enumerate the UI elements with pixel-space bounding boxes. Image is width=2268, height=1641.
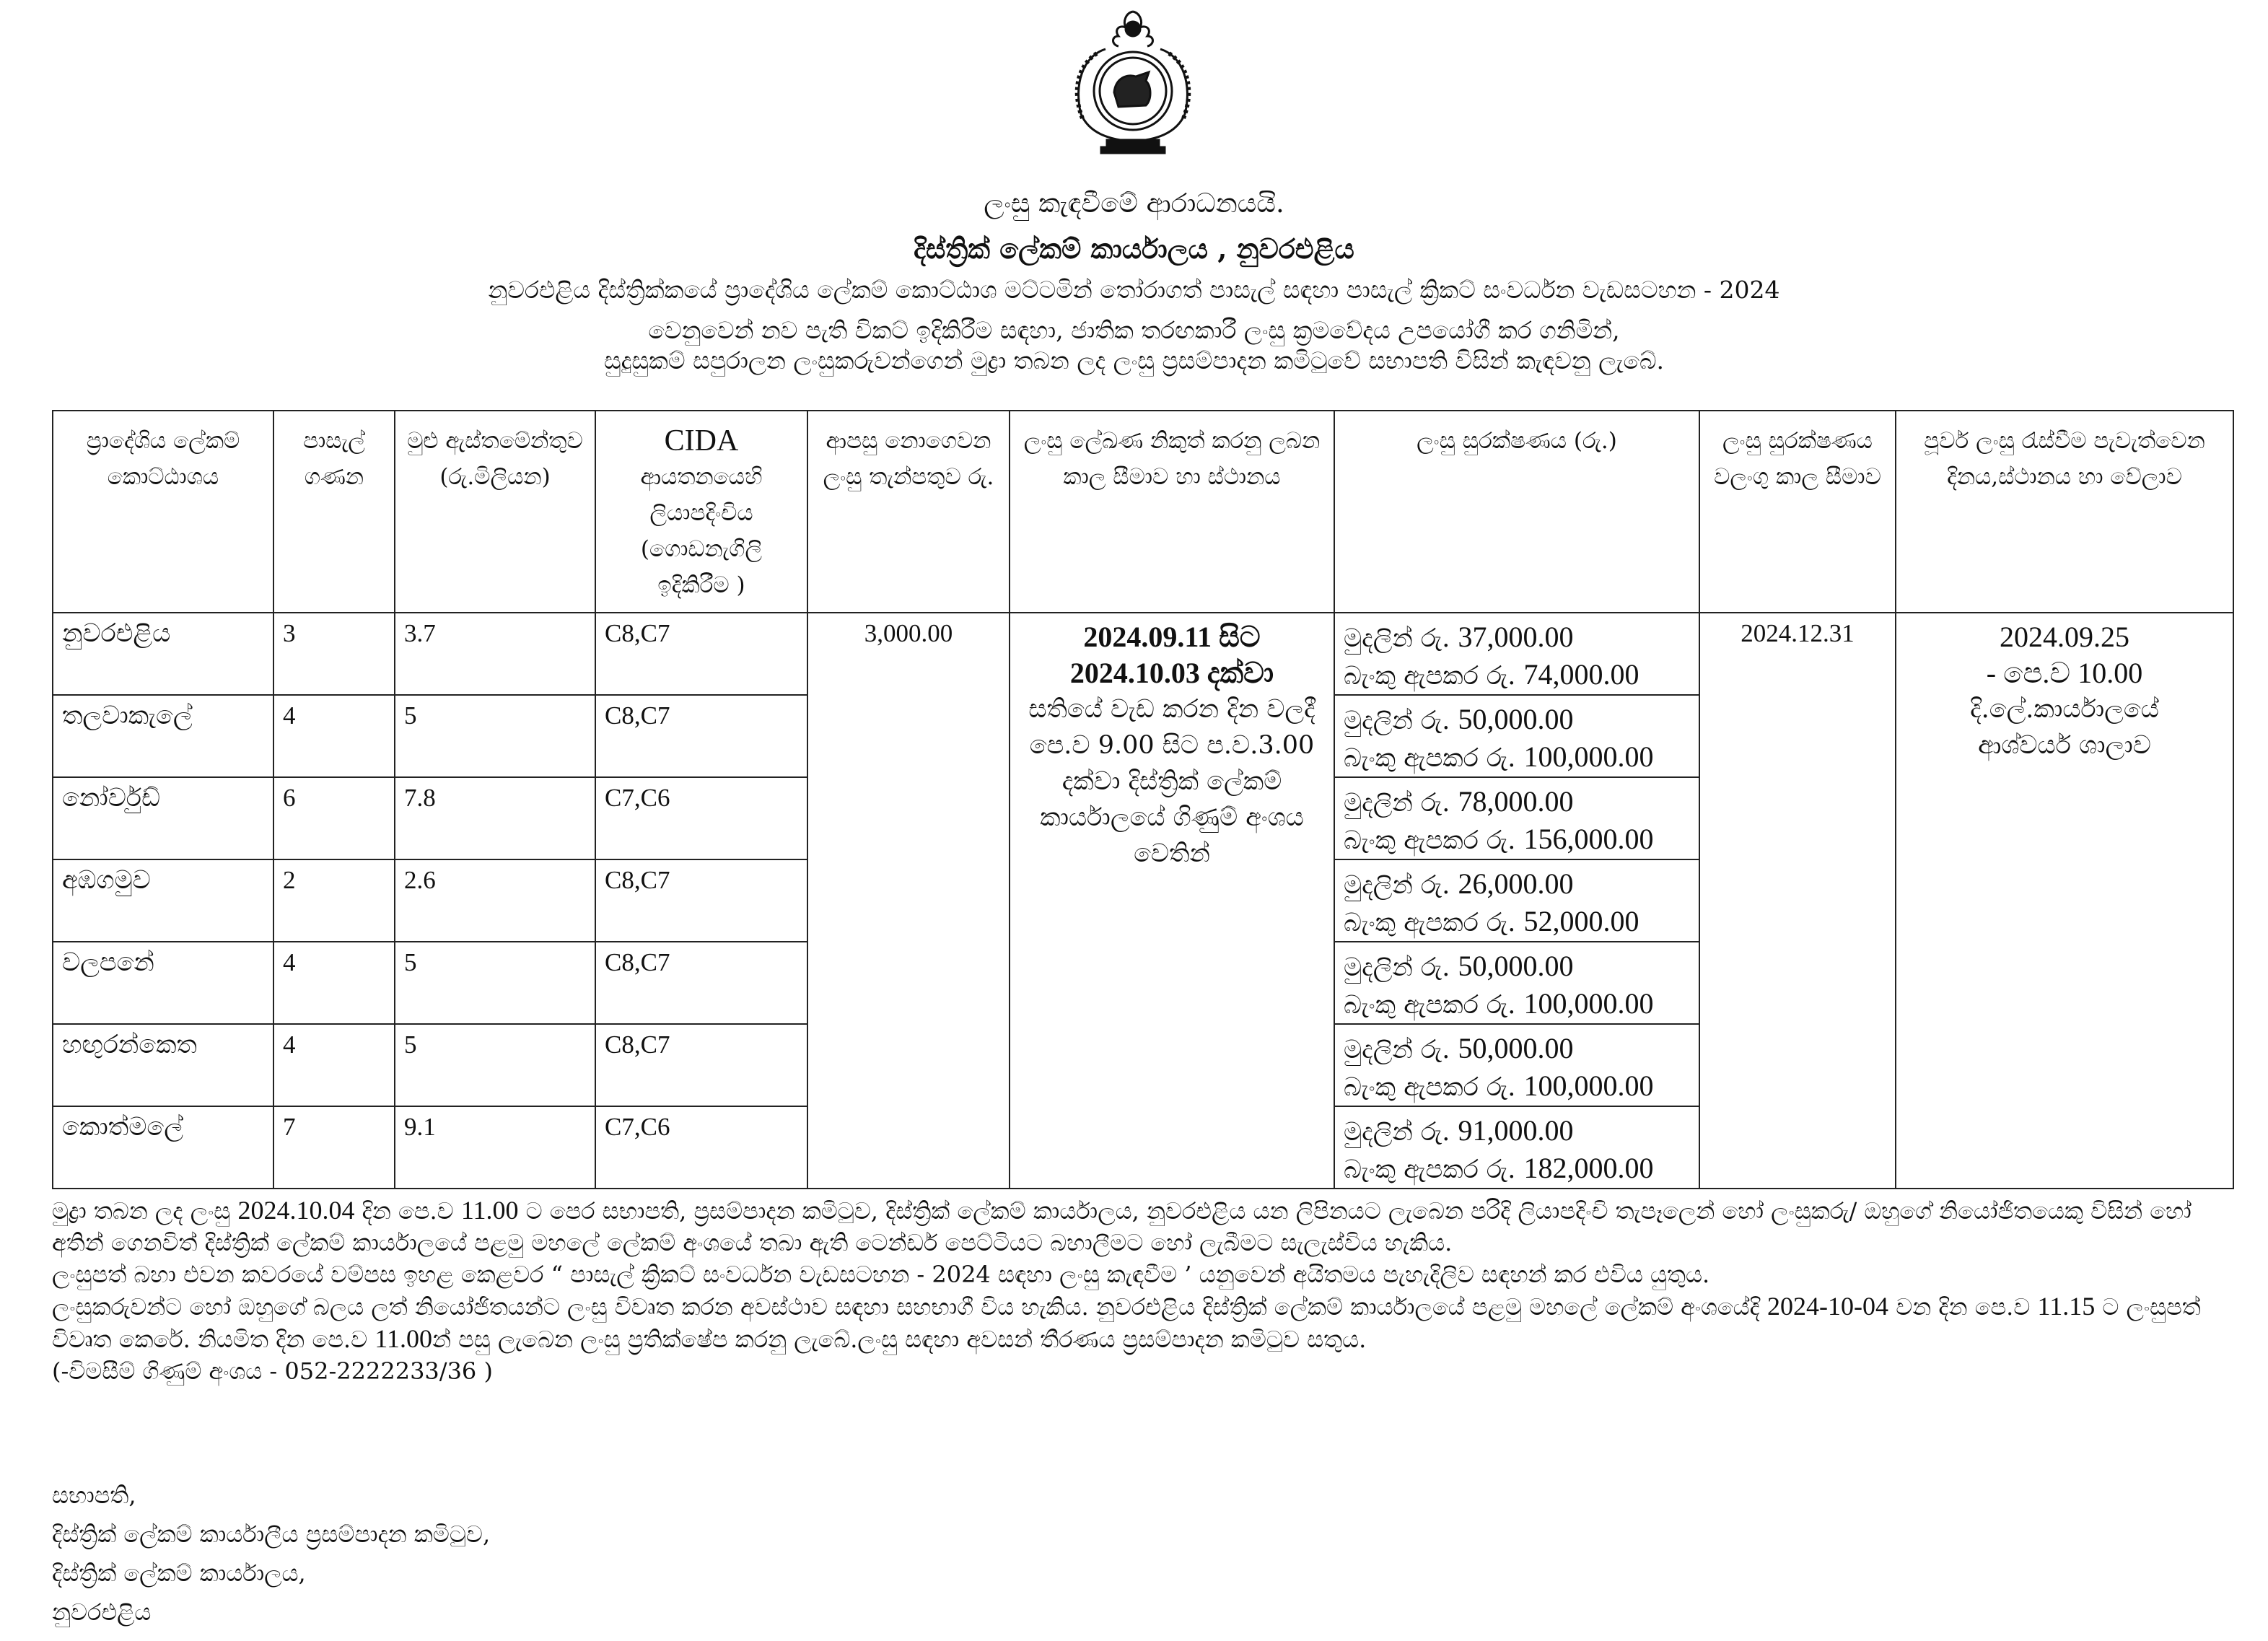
validity-cell: 2024.12.31 bbox=[1699, 613, 1896, 1189]
p3-text-d: න් පසු ලැබෙන ලංසු ප්‍රතික්ෂේප කරනු ලැබේ.ලංසු සඳහා අවසන් තීරණය ප්‍රසම්පාදන කමිටුව සතුය. bbox=[432, 1326, 1367, 1353]
security-cell bbox=[1334, 613, 1699, 695]
paragraph-submission bbox=[52, 1194, 2210, 1259]
cash-label: මුදලින් රු. bbox=[1344, 953, 1450, 982]
bank-label: බැංකු ඇපකර රු. bbox=[1344, 1073, 1516, 1102]
signature-line-1: සභාපති, bbox=[52, 1482, 136, 1509]
security-cell bbox=[1334, 1024, 1699, 1106]
security-cell bbox=[1334, 695, 1699, 777]
cida-cell: C8,C7 bbox=[595, 695, 807, 777]
bank-label: බැංකු ඇපකර රු. bbox=[1344, 826, 1516, 855]
issue-to: 2024.10.03 දක්වා bbox=[1069, 657, 1274, 689]
cash-amount: 78,000.00 bbox=[1458, 785, 1574, 818]
header-security: ලංසු සුරක්ෂණය (රු.) bbox=[1334, 411, 1699, 613]
header-cida-sub: ආයතනයෙහි ලියාපදිංචිය bbox=[640, 464, 763, 526]
header-division: ප්‍රාදේශිය ලේකම් කොට්ඨාශය bbox=[53, 411, 273, 613]
estimate-cell: 2.6 bbox=[395, 859, 595, 942]
opening-time-text: 11.15 bbox=[2037, 1292, 2096, 1321]
table-header-row bbox=[53, 411, 2233, 613]
header-issue-period: ලංසු ලේඛණ නිකුත් කරනු ලබන කාල සීමාව හා ස්ථානය bbox=[1010, 411, 1334, 613]
security-cell bbox=[1334, 859, 1699, 942]
estimate-cell: 9.1 bbox=[395, 1106, 595, 1189]
bank-label: බැංකු ඇපකර රු. bbox=[1344, 991, 1516, 1020]
bank-amount: 100,000.00 bbox=[1523, 1069, 1654, 1102]
notice-body bbox=[52, 1194, 2210, 1387]
bank-label: බැංකු ඇපකර රු. bbox=[1344, 909, 1516, 937]
cash-amount: 50,000.00 bbox=[1458, 950, 1574, 982]
header-opening: පූර්ව ලංසු රැස්වීම පැවැත්වෙන දිනය,ස්ථානය හා වේලාව bbox=[1896, 411, 2233, 613]
estimate-cell: 3.7 bbox=[395, 613, 595, 695]
estimate-cell: 7.8 bbox=[395, 777, 595, 859]
p1-text-c: ට පෙර සභාපති, ප්‍රසම්පාදන කමිටුව, දිස්ත්‍රික් ලේකම් කාර්යාලය, නුවරඑළිය යන ලිපිනයට ලැබෙන පරිදි ලියාපදිංචි තැපෑලෙන් හෝ ලංසුකරු/ ඔහුගේ නියෝජිතයෙකු විසින් හෝ අතින් ගෙනවිත් දිස්ත්‍රික් ලේකම් කාර්යාලයේ පළමු මහලේ ලේකම් අංශයේ තබා ඇති ටෙන්ඩර් පෙට්ටියට බහාලීමට හෝ ලැබීමට සැලැස්විය හැකිය. bbox=[52, 1197, 2192, 1256]
closing-time-text: 11.00 bbox=[375, 1324, 432, 1353]
header-cida-paren: (ගොඩනැගිලි ඉදිකිරීම ) bbox=[640, 536, 763, 598]
signature-line-2: දිස්ත්‍රික් ලේකම් කාර්යාලීය ප්‍රසම්පාදන කමිටුව, bbox=[52, 1520, 491, 1548]
security-bank bbox=[1344, 1068, 1690, 1106]
notice-subtitle-line1: නුවරඑළිය දිස්ත්‍රික්කයේ ප්‍රාදේශිය ලේකම් කොට්ඨාශ මට්ටමින් තෝරාගත් පාසැල් සඳහා පාසැල් ක්‍රිකට් සංවර්ධන වැඩසටහන - 2024 bbox=[488, 276, 1780, 304]
notice-subtitle-line2: වෙනුවෙන් නව පැති විකට් ඉදිකිරීම සඳහා, ජාතික තරඟකාරී ලංසු ක්‍රමවේදය උපයෝගී කර ගනිමින්, bbox=[648, 316, 1620, 344]
issue-period-cell bbox=[1010, 613, 1334, 1189]
cida-cell: C7,C6 bbox=[595, 777, 807, 859]
cash-amount: 26,000.00 bbox=[1458, 867, 1574, 900]
p3-text-a: ලංසුකරුවන්ට හෝ ඔහුගේ බලය ලත් නියෝජිතයන්ට ලංසු විවෘත කරන අවස්ථාව සඳහා සහභාගී විය හැකිය. නුවරඑළිය දිස්ත්‍රික් ලේකම් කාර්යාලයේ පළමු මහලේ ලේකම් අංශයේදි bbox=[52, 1293, 1760, 1321]
notice-subtitle-line3: සුදුසුකම් සපුරාලන ලංසුකරුවන්ගෙන් මුද්‍රා තබන ලද ලංසු ප්‍රසම්පාදන කමිටුවේ සභාපති විසින් කැඳවනු ලැබේ. bbox=[603, 346, 1665, 375]
security-cash bbox=[1344, 866, 1690, 903]
bank-amount: 100,000.00 bbox=[1523, 987, 1654, 1020]
signature-line-4: නුවරඑළිය bbox=[52, 1598, 152, 1626]
estimate-cell: 5 bbox=[395, 695, 595, 777]
cida-cell: C8,C7 bbox=[595, 859, 807, 942]
p1-text-a: මුද්‍රා තබන ලද ලංසු bbox=[52, 1197, 231, 1225]
cash-amount: 50,000.00 bbox=[1458, 703, 1574, 735]
security-bank bbox=[1344, 657, 1690, 694]
issue-details: සතියේ වැඩ කරන දින වලදී පෙ.ව 9.00 සිට ප.ව.3.00 දක්වා දිස්ත්‍රික් ලේකම් කාර්යාලයේ ගිණුම් අංශය වෙතින් bbox=[1028, 695, 1315, 868]
p3-text-b: වන දින පෙ.ව bbox=[1896, 1293, 2031, 1321]
schools-cell: 4 bbox=[273, 1024, 395, 1106]
header-validity: ලංසු සුරක්ෂණය වලංගු කාල සීමාව bbox=[1699, 411, 1896, 613]
security-bank bbox=[1344, 1150, 1690, 1188]
paragraph-inquiries: (-විමසීම් ගිණුම් අංශය - 052-2222233/36 ) bbox=[52, 1357, 493, 1385]
paragraph-envelope: ලංසුපත් බහා එවන කවරයේ වම්පස ඉහළ කෙළවර “ පාසැල් ක්‍රිකට් සංවර්ධන වැඩසටහන - 2024 සඳහා ලංසු කැඳවීම ’ යනුවෙන් අයිතමය පැහැදිලිව සඳහන් කර එවිය යුතුය. bbox=[52, 1261, 1710, 1288]
security-cash bbox=[1344, 701, 1690, 739]
security-cell bbox=[1334, 777, 1699, 859]
office-name: දිස්ත්‍රික් ලේකම් කාර්යාලය , නුවරඑළිය bbox=[914, 232, 1354, 265]
opening-place-2: ආශ්වර්ය ශාලාව bbox=[1978, 731, 2151, 760]
signature-line-3: දිස්ත්‍රික් ලේකම් කාර්යාලය, bbox=[52, 1559, 306, 1587]
submission-time: 11.00 bbox=[460, 1196, 519, 1225]
cash-label: මුදලින් රු. bbox=[1344, 1036, 1450, 1064]
division-cell: හඟුරන්කෙත bbox=[53, 1024, 273, 1106]
cida-cell: C8,C7 bbox=[595, 1024, 807, 1106]
security-cash bbox=[1344, 1030, 1690, 1068]
tender-table bbox=[52, 410, 2234, 1189]
cash-amount: 50,000.00 bbox=[1458, 1032, 1574, 1064]
bank-amount: 74,000.00 bbox=[1523, 658, 1639, 691]
header-cida bbox=[595, 411, 807, 613]
header-schools: පාසැල් ගණන bbox=[273, 411, 395, 613]
cash-label: මුදලින් රු. bbox=[1344, 871, 1450, 900]
bank-amount: 100,000.00 bbox=[1523, 740, 1654, 773]
signature-block bbox=[52, 1476, 490, 1632]
schools-cell: 2 bbox=[273, 859, 395, 942]
security-bank bbox=[1344, 903, 1690, 941]
header-estimate: මුළු ඇස්තමේන්තුව (රු.මිලියන) bbox=[395, 411, 595, 613]
opening-time: - පෙ.ව 10.00 bbox=[1986, 657, 2143, 689]
p3-text-c: ට ලංසුපත් විවෘත කෙරේ. නියමිත දින පෙ.ව bbox=[52, 1293, 2201, 1353]
division-cell: වලපනේ bbox=[53, 942, 273, 1024]
p1-text-b: දින පෙ.ව bbox=[362, 1197, 454, 1225]
opening-date-text: 2024-10-04 bbox=[1767, 1292, 1889, 1321]
schools-cell: 6 bbox=[273, 777, 395, 859]
schools-cell: 4 bbox=[273, 695, 395, 777]
bank-label: බැංකු ඇපකර රු. bbox=[1344, 1155, 1516, 1184]
notice-title: ලංසු කැඳවීමේ ආරාධනයයි. bbox=[984, 188, 1284, 219]
cash-label: මුදලින් රු. bbox=[1344, 624, 1450, 653]
security-bank bbox=[1344, 739, 1690, 776]
bank-amount: 182,000.00 bbox=[1523, 1152, 1654, 1184]
bank-label: බැංකු ඇපකර රු. bbox=[1344, 662, 1516, 691]
header-cida-title: CIDA bbox=[664, 424, 739, 458]
security-bank bbox=[1344, 986, 1690, 1023]
division-cell: තලවාකැලේ bbox=[53, 695, 273, 777]
security-bank bbox=[1344, 821, 1690, 859]
cash-amount: 37,000.00 bbox=[1458, 621, 1574, 653]
division-cell: කොත්මලේ bbox=[53, 1106, 273, 1189]
security-cell bbox=[1334, 942, 1699, 1024]
fee-cell: 3,000.00 bbox=[807, 613, 1010, 1189]
security-cell bbox=[1334, 1106, 1699, 1189]
estimate-cell: 5 bbox=[395, 1024, 595, 1106]
cash-label: මුදලින් රු. bbox=[1344, 706, 1450, 735]
bank-label: බැංකු ඇපකර රු. bbox=[1344, 744, 1516, 773]
cida-cell: C8,C7 bbox=[595, 613, 807, 695]
division-cell: නෝර්වුඩ් bbox=[53, 777, 273, 859]
division-cell: අඹගමුව bbox=[53, 859, 273, 942]
schools-cell: 7 bbox=[273, 1106, 395, 1189]
security-cash bbox=[1344, 784, 1690, 821]
schools-cell: 4 bbox=[273, 942, 395, 1024]
security-cash bbox=[1344, 1113, 1690, 1150]
opening-cell bbox=[1896, 613, 2233, 1189]
bank-amount: 156,000.00 bbox=[1523, 823, 1654, 855]
security-cash bbox=[1344, 948, 1690, 986]
schools-cell: 3 bbox=[273, 613, 395, 695]
division-cell: නුවරඑළිය bbox=[53, 613, 273, 695]
header-fee: ආපසු නොගෙවන ලංසු තැන්පතුව රු. bbox=[807, 411, 1010, 613]
national-emblem-icon bbox=[1061, 6, 1205, 157]
cida-cell: C7,C6 bbox=[595, 1106, 807, 1189]
cash-label: මුදලින් රු. bbox=[1344, 789, 1450, 818]
cash-label: මුදලින් රු. bbox=[1344, 1118, 1450, 1147]
table-row bbox=[53, 613, 2233, 695]
issue-from: 2024.09.11 සිට bbox=[1083, 621, 1261, 653]
submission-date: 2024.10.04 bbox=[237, 1196, 355, 1225]
opening-date: 2024.09.25 bbox=[2000, 621, 2129, 653]
cida-cell: C8,C7 bbox=[595, 942, 807, 1024]
paragraph-opening bbox=[52, 1290, 2210, 1355]
estimate-cell: 5 bbox=[395, 942, 595, 1024]
cash-amount: 91,000.00 bbox=[1458, 1114, 1574, 1147]
opening-place-1: දි.ලේ.කාර්යාලයේ bbox=[1970, 695, 2159, 724]
security-cash bbox=[1344, 619, 1690, 657]
bank-amount: 52,000.00 bbox=[1523, 905, 1639, 937]
